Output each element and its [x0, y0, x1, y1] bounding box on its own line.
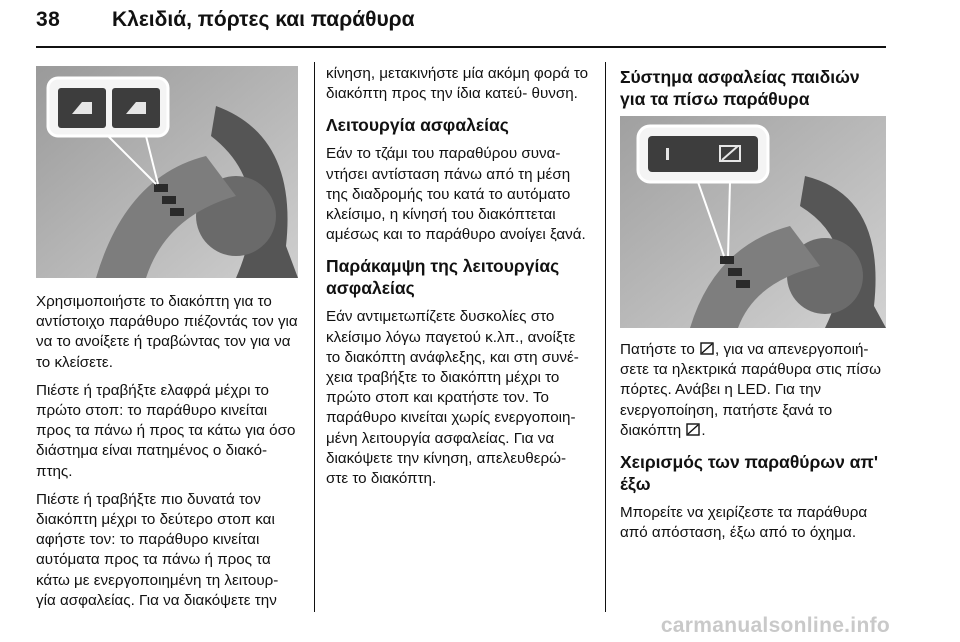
column-2-text	[326, 64, 592, 497]
paragraph-2: Πιέστε ή τραβήξτε ελαφρά μέχρι το πρώτο στοπ: το παράθυρο κινείται προς τα πάνω ή προς τα κάτω για όσο διάστημα είναι πατημένος ο διακό- πτης.	[36, 381, 296, 480]
override-safety-text: Εάν αντιμετωπίζετε δυσκολίες στο κλείσιμο λόγω παγετού κ.λπ., ανοίξτε το διακόπτη ανάφλεξης, και στη συνέ- χεια τραβήξτε το διακόπτη μέχρι το πρώτο στοπ και κρατήστε τον. Το παράθυρο κινείται χωρίς ενεργοποιη- μένη λειτουργία ασφαλείας. Για να διακόψετε την κίνηση, απελευθερώ- στε το διακόπτη.	[326, 308, 579, 488]
column-3-text-bottom	[620, 340, 886, 551]
heading-remote-operation: Χειρισμός των παραθύρων απ' έξω	[620, 452, 878, 495]
page-number: 38	[36, 8, 61, 31]
column-1-text	[36, 292, 298, 619]
child-safety-text-after: , για να απενεργοποιή- σετε τα ηλεκτρικά παράθυρα στις πίσω πόρτες. Ανάβει η LED. Για την ενεργοποίηση, πατήστε ξανά το διακόπτη	[620, 341, 881, 439]
window-switch-illustration	[36, 66, 298, 278]
child-lock-window-icon	[700, 342, 714, 355]
child-lock-window-icon-2	[686, 423, 700, 436]
heading-child-safety: Σύστημα ασφαλείας παιδιών για τα πίσω παράθυρα	[620, 67, 860, 109]
column-3-text-top	[620, 66, 886, 118]
child-safety-text-before: Πατήστε το	[620, 341, 695, 358]
page-title: Κλειδιά, πόρτες και παράθυρα	[112, 8, 415, 31]
child-lock-illustration	[620, 116, 886, 328]
column-divider-2	[605, 62, 606, 612]
child-safety-text-end: .	[701, 421, 706, 439]
header-rule	[36, 46, 886, 48]
column-divider-1	[314, 62, 315, 612]
child-lock-photo	[620, 116, 886, 328]
window-switch-photo	[36, 66, 298, 278]
watermark: carmanualsonline.info	[660, 614, 890, 637]
paragraph-1: Χρησιμοποιήστε το διακόπτη για το αντίστοιχο παράθυρο πιέζοντάς τον για να το ανοίξετε ή τραβώντας τον για να το κλείσετε.	[36, 293, 298, 371]
paragraph-3: Πιέστε ή τραβήξτε πιο δυνατά τον διακόπτη μέχρι το δεύτερο στοπ και αφήστε τον: το παράθυρο κινείται αυτόματα προς τα πάνω ή προς τα κάτω με ενεργοποιημένη τη λειτουρ- γία ασφαλείας. Για να διακόψετε την	[36, 490, 279, 609]
remote-operation-text: Μπορείτε να χειρίζεστε τα παράθυρα από απόσταση, έξω από το όχημα.	[620, 504, 868, 542]
heading-override-safety: Παράκαμψη της λειτουργίας ασφαλείας	[326, 256, 560, 299]
heading-safety-function: Λειτουργία ασφαλείας	[326, 115, 509, 136]
continuation-paragraph: κίνηση, μετακινήστε μία ακόμη φορά το διακόπτη προς την ίδια κατεύ- θυνση.	[326, 65, 589, 103]
safety-function-text: Εάν το τζάμι του παραθύρου συνα- ντήσει αντίσταση πάνω από τη μέση της διαδρομής του κατά το αυτόματο κλείσιμο, η κίνησή του διακόπτεται αμέσως και το παράθυρο ανοίγει ξανά.	[326, 145, 586, 244]
child-safety-text	[620, 340, 886, 441]
